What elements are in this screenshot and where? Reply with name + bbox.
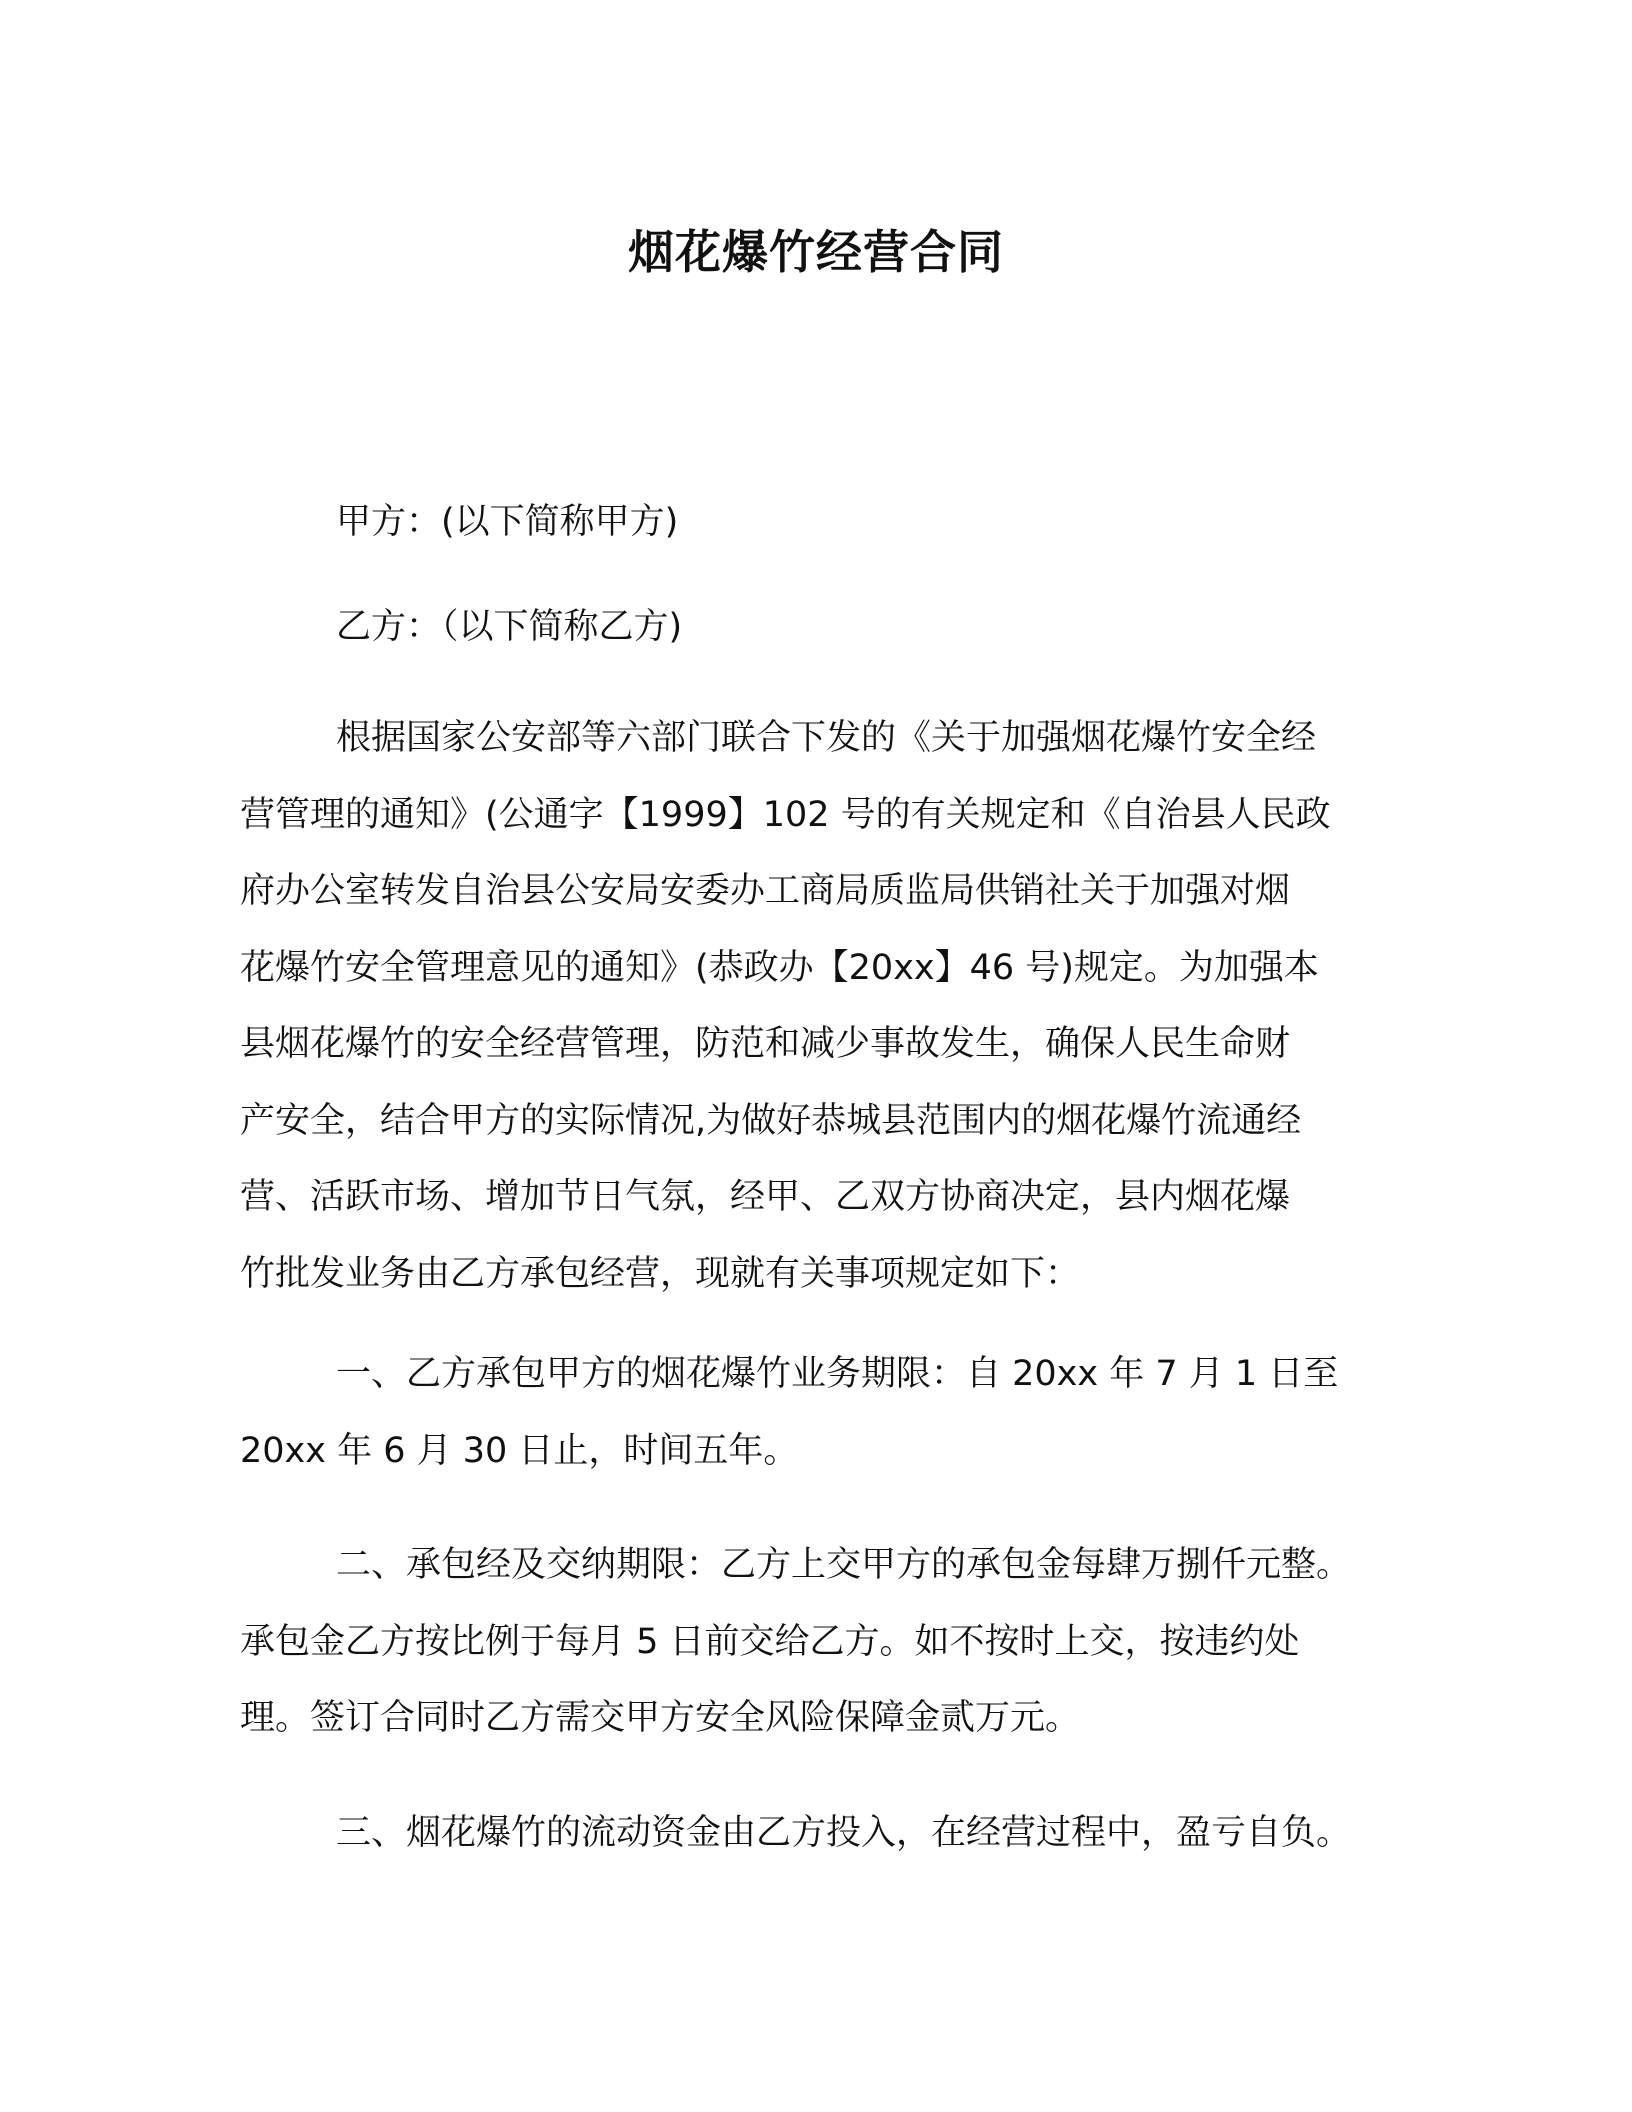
intro-line: 营、活跃市场、增加节日气氛，经甲、乙双方协商决定，县内烟花爆 (240, 1177, 1291, 1217)
intro-line: 竹批发业务由乙方承包经营，现就有关事项规定如下： (240, 1253, 1081, 1294)
document-title: 烟花爆竹经营合同 (628, 225, 1004, 279)
clause-3-line: 三、烟花爆竹的流动资金由乙方投入，在经营过程中，盈亏自负。 (336, 1813, 1352, 1853)
clause-1-line: 20xx 年 6 月 30 日止，时间五年。 (240, 1430, 799, 1471)
clause-1-paragraph (240, 1336, 1400, 1489)
clause-3-paragraph (240, 1795, 1400, 1872)
intro-line: 营管理的通知》(公通字【1999】102 号的有关规定和《自治县人民政 (240, 794, 1331, 835)
clause-2-line: 二、承包经及交纳期限：乙方上交甲方的承包金每肆万捌仟元整。 (336, 1545, 1352, 1585)
clause-2-line: 理。签订合同时乙方需交甲方安全风险保障金贰万元。 (240, 1698, 1081, 1738)
clause-2-paragraph (240, 1527, 1400, 1757)
intro-line: 府办公室转发自治县公安局安委办工商局质监局供销社关于加强对烟 (240, 871, 1291, 911)
intro-line: 根据国家公安部等六部门联合下发的《关于加强烟花爆竹安全经 (336, 718, 1317, 758)
clause-1-line: 一、乙方承包甲方的烟花爆竹业务期限：自 20xx 年 7 月 1 日至 (336, 1354, 1339, 1394)
intro-line: 县烟花爆竹的安全经营管理，防范和减少事故发生，确保人民生命财 (240, 1024, 1291, 1064)
party-b-line: 乙方：（以下简称乙方) (336, 607, 683, 647)
party-a-line: 甲方：(以下简称甲方) (336, 502, 679, 542)
clause-2-line: 承包金乙方按比例于每月 5 日前交给乙方。如不按时上交，按违约处 (240, 1621, 1300, 1662)
intro-line: 产安全，结合甲方的实际情况,为做好恭城县范围内的烟花爆竹流通经 (240, 1100, 1302, 1141)
intro-line: 花爆竹安全管理意见的通知》(恭政办【20xx】46 号)规定。为加强本 (240, 947, 1319, 988)
intro-paragraph (240, 700, 1400, 1312)
